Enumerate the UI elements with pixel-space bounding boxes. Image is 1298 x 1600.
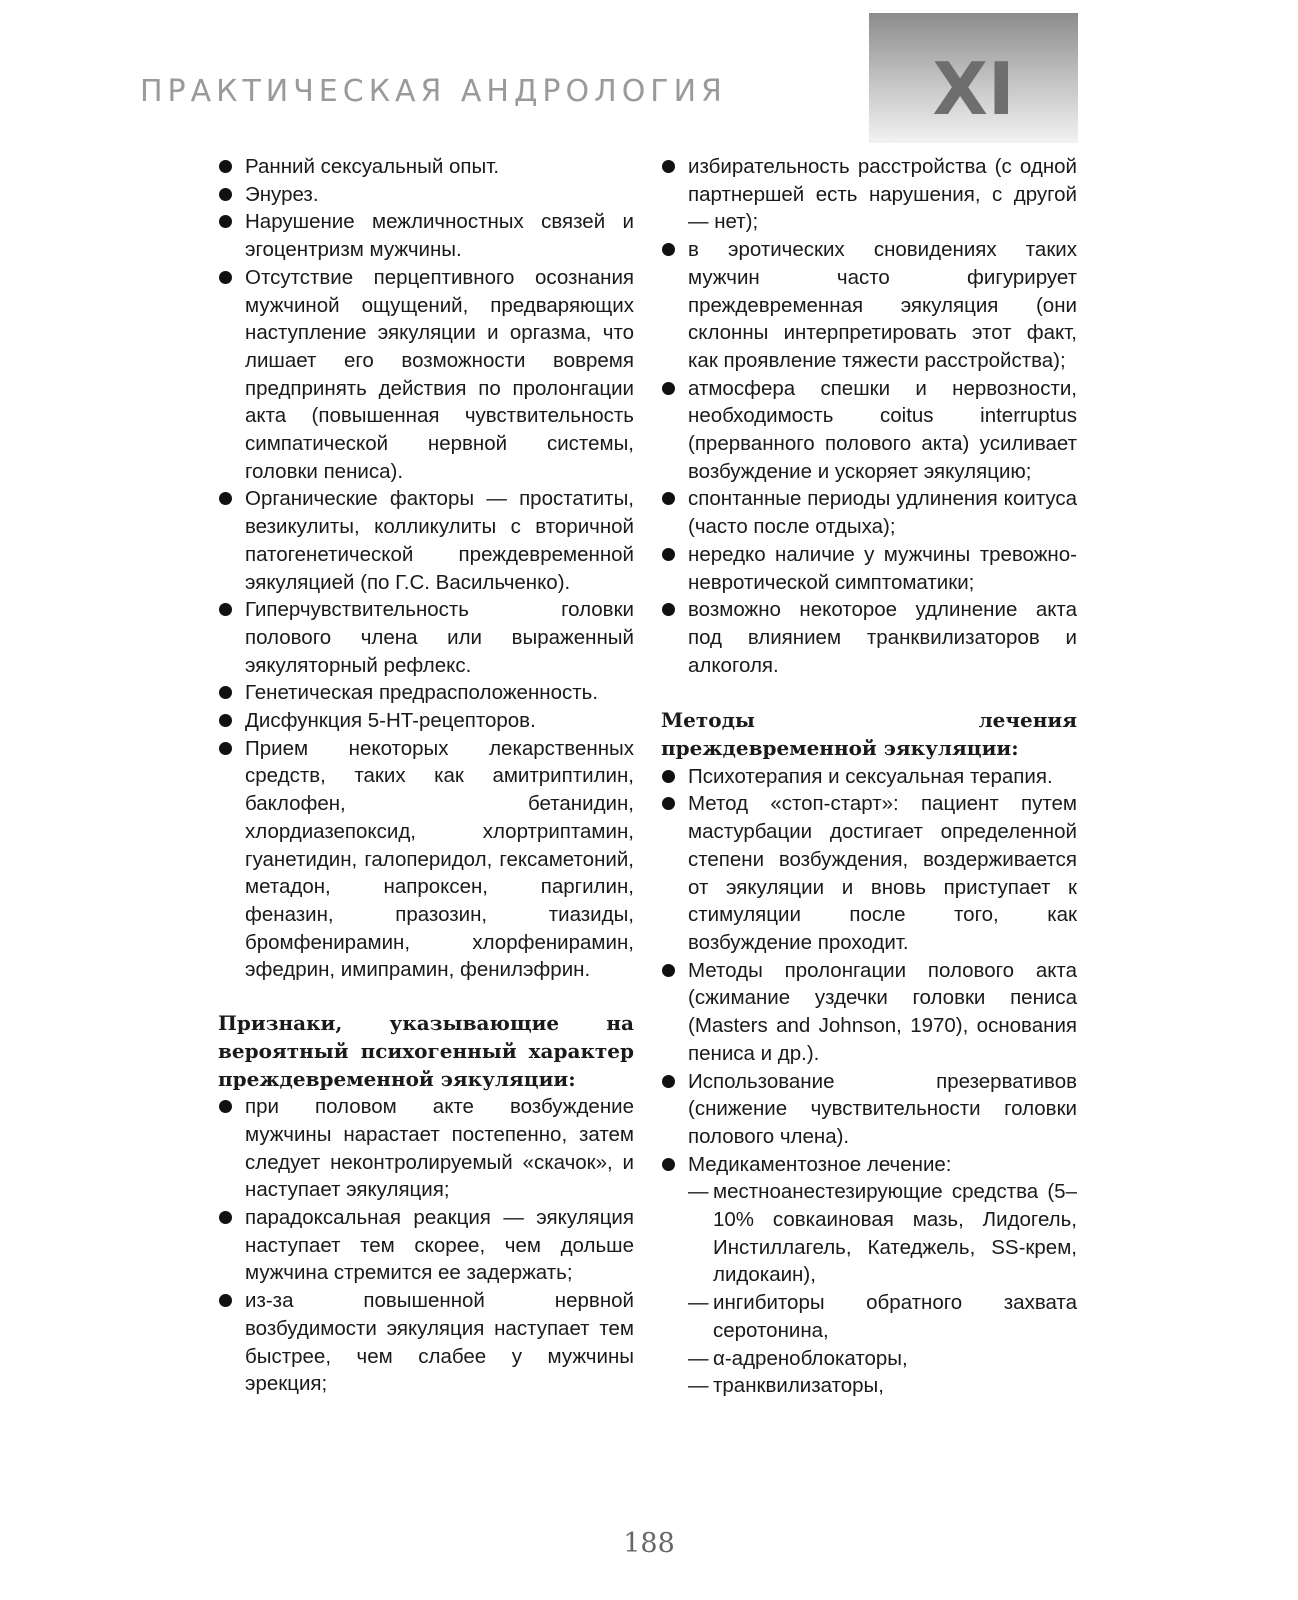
list-item: при половом акте возбуждение мужчины нарастает постепенно, затем следует неконтролируемый «скачок», и наступает эякуляция; xyxy=(218,1093,634,1204)
list-item: парадоксальная реакция — эякуляция наступает тем скорее, чем дольше мужчина стремится ее задержать; xyxy=(218,1204,634,1287)
list-item: атмосфера спешки и нервозности, необходимость coitus interruptus (прерванного полового акта) усиливает возбуждение и ускоряет эякуляцию; xyxy=(661,375,1077,486)
section-heading-treatment: Методы лечения преждевременной эякуляции: xyxy=(661,708,1077,761)
left-column xyxy=(218,153,634,1398)
page-number: 188 xyxy=(623,1528,675,1559)
list-item: Дисфункция 5-HT-рецепторов. xyxy=(218,707,634,735)
dash-item: — ингибиторы обратного захвата серотонина, xyxy=(688,1289,1077,1344)
list-item: спонтанные периоды удлинения коитуса (часто после отдыха); xyxy=(661,485,1077,540)
list-item: Гиперчувствительность головки полового члена или выраженный эякуляторный рефлекс. xyxy=(218,596,634,679)
treatment-methods-list xyxy=(661,763,1077,1400)
list-item: Энурез. xyxy=(218,181,634,209)
chapter-tab xyxy=(869,13,1078,143)
dash-item: — α-адреноблокаторы, xyxy=(688,1345,1077,1373)
risk-factors-list xyxy=(218,153,634,984)
dash-item: — транквилизаторы, xyxy=(688,1372,1077,1400)
list-item: Психотерапия и сексуальная терапия. xyxy=(661,763,1077,791)
list-item xyxy=(661,1151,1077,1400)
list-item: нередко наличие у мужчины тревожно-невротической симптоматики; xyxy=(661,541,1077,596)
psychogenic-signs-continued-list xyxy=(661,153,1077,679)
list-item: Использование презервативов (снижение чувствительности головки полового члена). xyxy=(661,1068,1077,1151)
list-item: Методы пролонгации полового акта (сжимание уздечки головки пениса (Masters and Johnson, 1970), основания пениса и др.). xyxy=(661,957,1077,1068)
list-item: Прием некоторых лекарственных средств, таких как амитриптилин, баклофен, бетанидин, хлордиазепоксид, хлортриптамин, гуанетидин, галоперидол, гексаметоний, метадон, напроксен, паргилин, феназин, празозин, тиазиды, бромфенирамин, хлорфенирамин, эфедрин, имипрамин, фенилэфрин. xyxy=(218,735,634,984)
right-column xyxy=(661,153,1077,1400)
list-item: Нарушение межличностных связей и эгоцентризм мужчины. xyxy=(218,208,634,263)
dash-item: — местноанестезирующие средства (5–10% совкаиновая мазь, Лидогель, Инстиллагель, Катеджель, SS-крем, лидокаин), xyxy=(688,1178,1077,1289)
list-item: из-за повышенной нервной возбудимости эякуляция наступает тем быстрее, чем слабее у мужчины эрекция; xyxy=(218,1287,634,1398)
list-item: Генетическая предрасположенность. xyxy=(218,679,634,707)
list-item: Органические факторы — простатиты, везикулиты, колликулиты с вторичной патогенетической преждевременной эякуляцией (по Г.С. Васильченко). xyxy=(218,485,634,596)
running-title: ПРАКТИЧЕСКАЯ АНДРОЛОГИЯ xyxy=(140,74,727,109)
section-heading-psychogenic: Признаки, указывающие на вероятный психогенный характер преждевременной эякуляции: xyxy=(218,1011,634,1091)
list-item: в эротических сновидениях таких мужчин часто фигурирует преждевременная эякуляция (они склонны интерпретировать этот факт, как проявление тяжести расстройства); xyxy=(661,236,1077,375)
list-item: Метод «стоп-старт»: пациент путем мастурбации достигает определенной степени возбуждения, воздерживается от эякуляции и вновь приступает к стимуляции после того, как возбуждение проходит. xyxy=(661,790,1077,956)
list-item: возможно некоторое удлинение акта под влиянием транквилизаторов и алкоголя. xyxy=(661,596,1077,679)
list-item-text: Медикаментозное лечение: xyxy=(688,1152,952,1176)
drug-list xyxy=(688,1178,1077,1400)
chapter-number: XI xyxy=(932,47,1015,131)
psychogenic-signs-list xyxy=(218,1093,634,1398)
list-item: Ранний сексуальный опыт. xyxy=(218,153,634,181)
list-item: избирательность расстройства (с одной партнершей есть нарушения, с другой — нет); xyxy=(661,153,1077,236)
list-item: Отсутствие перцептивного осознания мужчиной ощущений, предваряющих наступление эякуляции и оргазма, что лишает его возможности вовремя предпринять действия по пролонгации акта (повышенная чувствительность симпатической нервной системы, головки пениса). xyxy=(218,264,634,486)
